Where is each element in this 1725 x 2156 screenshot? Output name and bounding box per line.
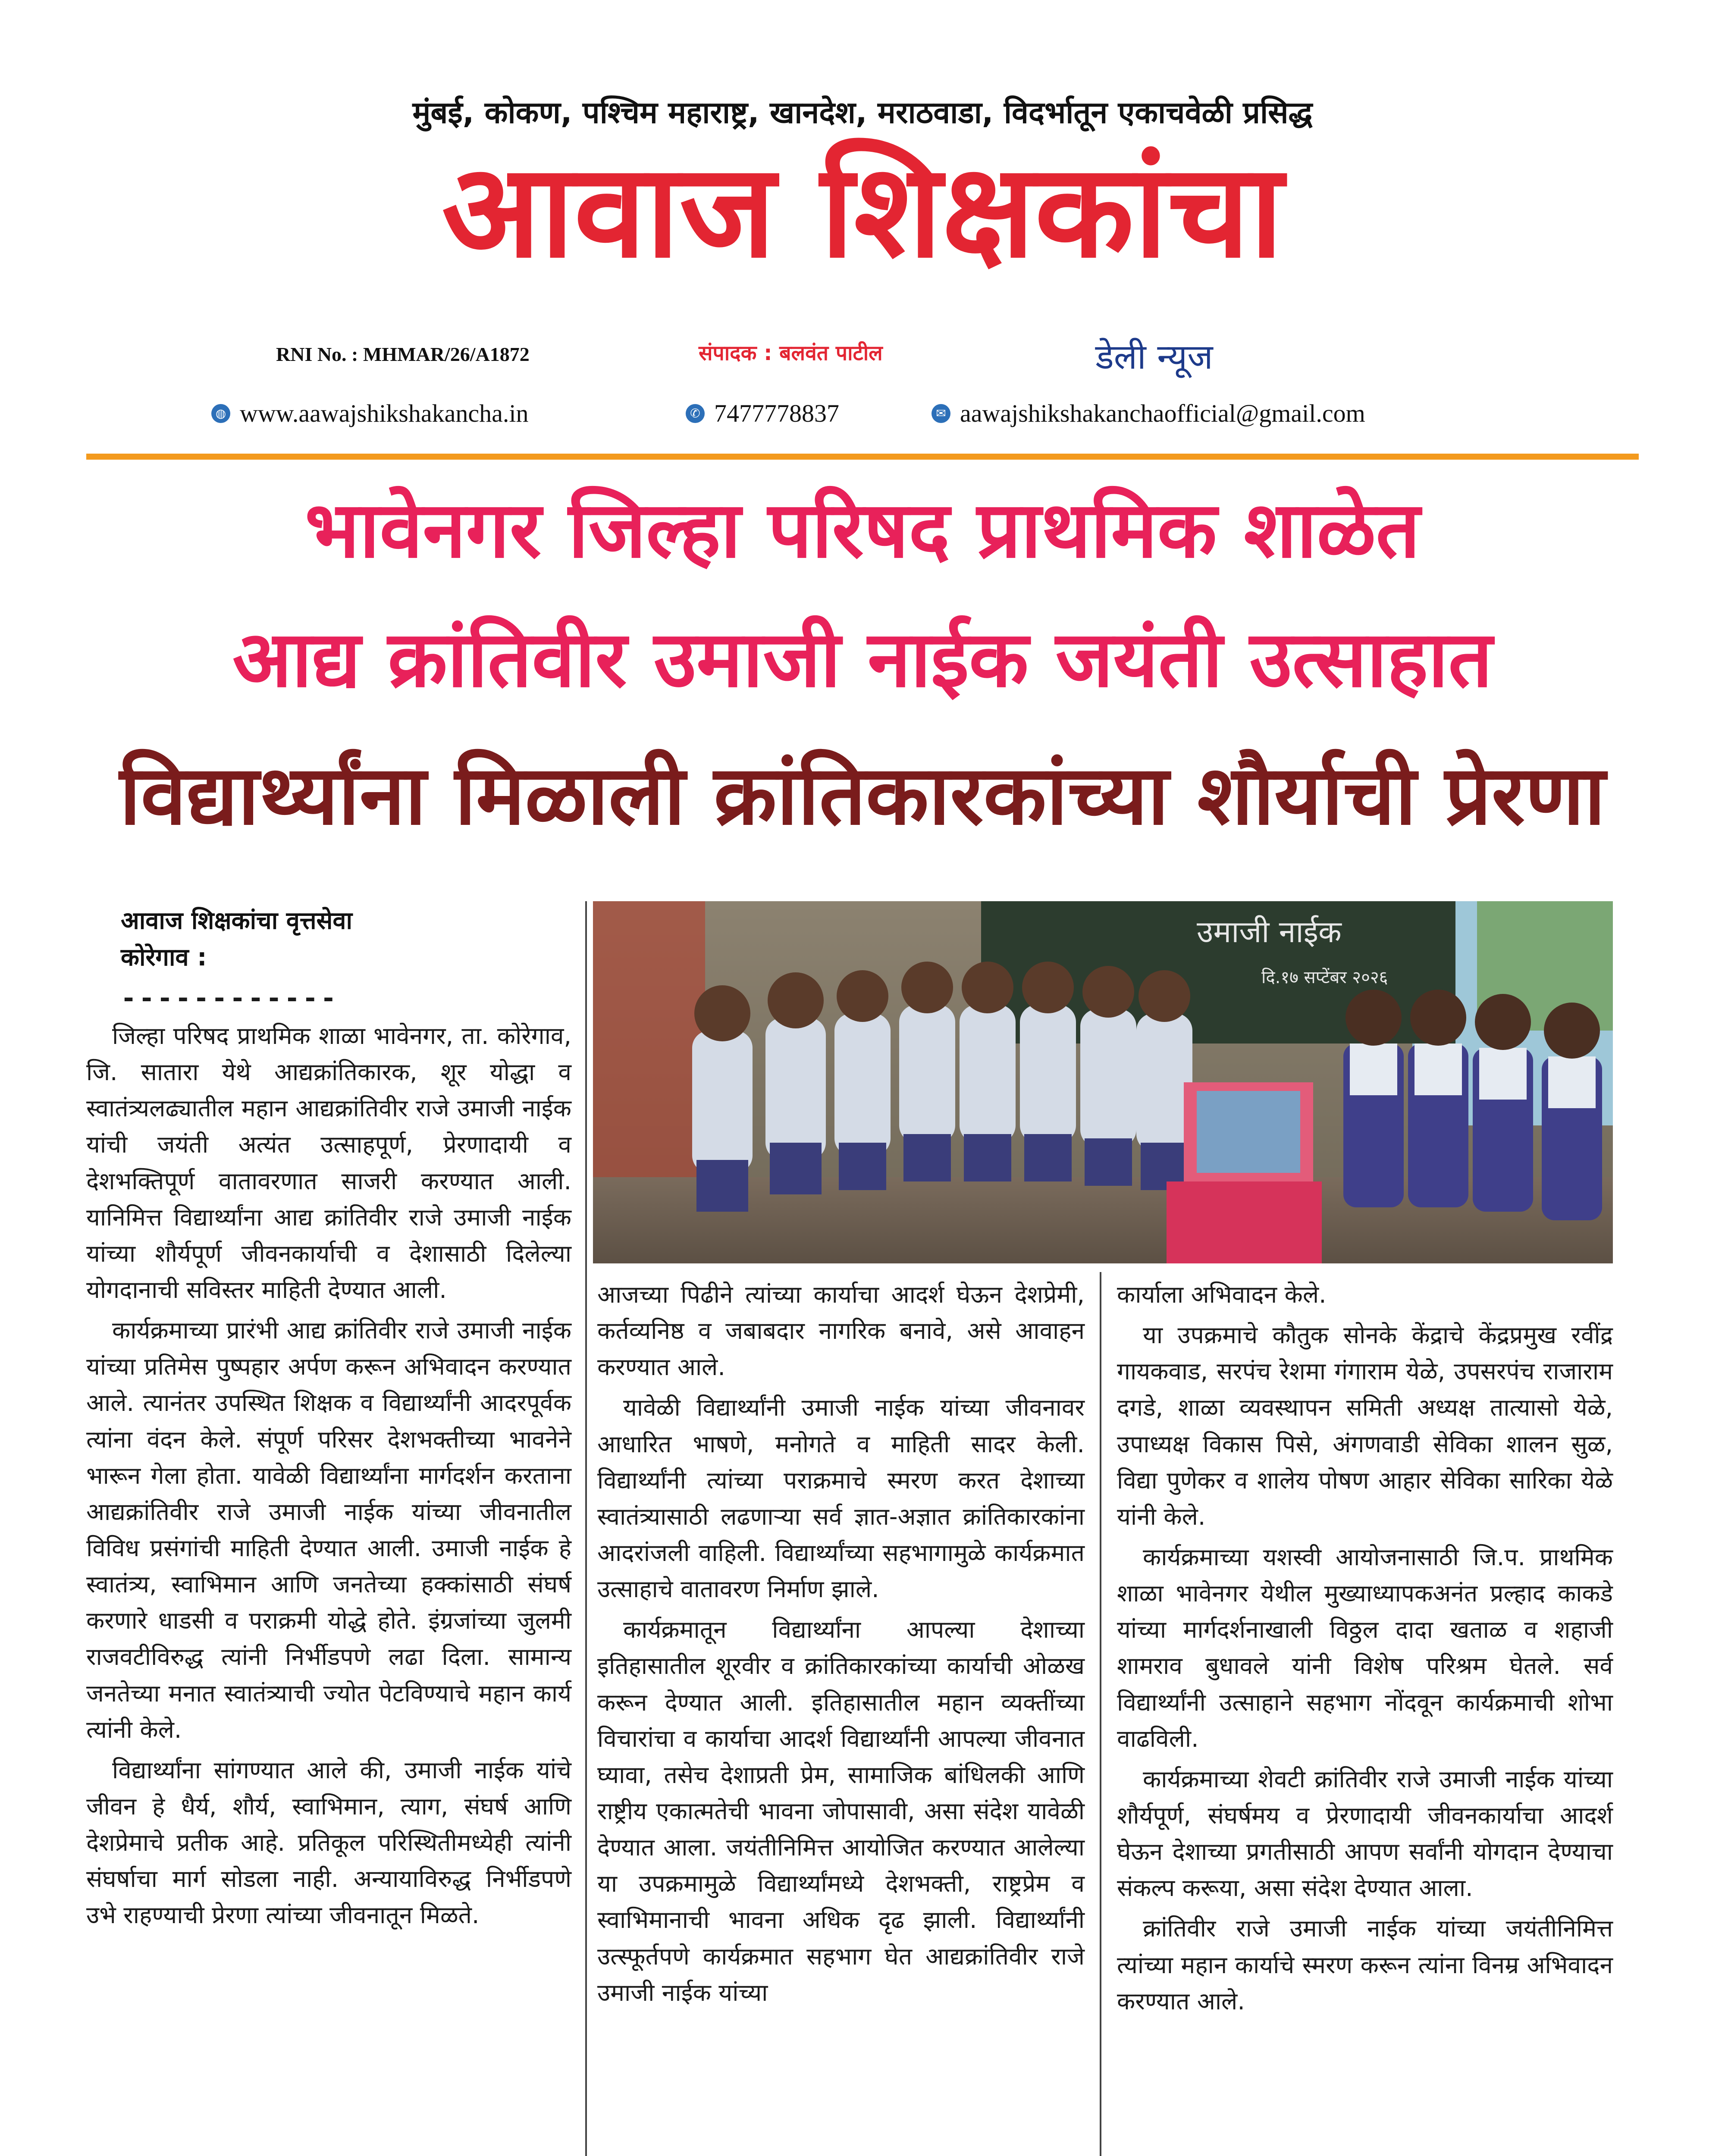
event-photo	[593, 901, 1613, 1263]
col3-paragraph-4: कार्यक्रमाच्या शेवटी क्रांतिवीर राजे उमाजी नाईक यांच्या शौर्यपूर्ण, संघर्षमय व प्रेरणादायी जीवनकार्याचा आदर्श घेऊन देशाच्या प्रगतीसाठी आपण सर्वांनी योगदान देण्याचा संकल्प करूया, असा संदेश देण्यात आला.	[1117, 1765, 1613, 1902]
byline-place: कोरेगाव :	[121, 943, 207, 971]
article-column-3	[1117, 1276, 1613, 2024]
event-photo-illustration	[593, 901, 1613, 1263]
article-column-2	[597, 1276, 1085, 2015]
phone-icon: ✆	[686, 404, 705, 423]
tagline: मुंबई, कोकण, पश्चिम महाराष्ट्र, खानदेश, मराठवाडा, विदर्भातून एकाचवेळी प्रसिद्ध	[412, 95, 1313, 130]
column-divider-1	[585, 901, 587, 2156]
globe-icon: ◍	[211, 404, 230, 423]
byline-dashes: ------------	[121, 983, 339, 1013]
website-link[interactable]: www.aawajshikshakancha.in	[240, 399, 529, 427]
col3-paragraph-2: या उपक्रमाचे कौतुक सोनके केंद्राचे केंद्रप्रमुख रवींद्र गायकवाड, सरपंच रेशमा गंगाराम येळे, उपसरपंच राजाराम दगडे, शाळा व्यवस्थापन समिती अध्यक्ष तात्यासो येळे, उपाध्यक्ष विकास पिसे, अंगणवाडी सेविका शालन सुळ, विद्या पुणेकर व शालेय पोषण आहार सेविका सारिका येळे यांनी केले.	[1117, 1321, 1613, 1530]
masthead-title: आवाज शिक्षकांचा	[442, 136, 1283, 286]
editor-name: संपादक : बलवंत पाटील	[699, 341, 883, 365]
byline-service: आवाज शिक्षकांचा वृत्तसेवा	[121, 907, 353, 935]
mail-icon: ✉	[932, 404, 950, 423]
rni-number: RNI No. : MHMAR/26/A1872	[276, 343, 530, 365]
col2-paragraph-1: आजच्या पिढीने त्यांच्या कार्याचा आदर्श घेऊन देशप्रेमी, कर्तव्यनिष्ठ व जबाबदार नागरिक बनावे, असे आवाहन करण्यात आले.	[597, 1281, 1085, 1381]
col3-paragraph-5: क्रांतिवीर राजे उमाजी नाईक यांच्या जयंतीनिमित्त त्यांच्या महान कार्याचे स्मरण करून त्यांना विनम्र अभिवादन करण्यात आले.	[1117, 1915, 1613, 2015]
col1-paragraph-2: कार्यक्रमाच्या प्रारंभी आद्य क्रांतिवीर राजे उमाजी नाईक यांच्या प्रतिमेस पुष्पहार अर्पण करून अभिवादन करण्यात आले. त्यानंतर उपस्थित शिक्षक व विद्यार्थ्यांनी आदरपूर्वक त्यांना वंदन केले. संपूर्ण परिसर देशभक्तीच्या भावनेने भारून गेला होता. यावेळी विद्यार्थ्यांना मार्गदर्शन करताना आद्यक्रांतिवीर राजे उमाजी नाईक यांच्या जीवनातील विविध प्रसंगांची माहिती देण्यात आली. उमाजी नाईक हे स्वातंत्र्य, स्वाभिमान आणि जनतेच्या हक्कांसाठी संघर्ष करणारे धाडसी व पराक्रमी योद्धे होते. इंग्रजांच्या जुलमी राजवटीविरुद्ध त्यांनी निर्भीडपणे लढा दिला. सामान्य जनतेच्या मनात स्वातंत्र्याची ज्योत पेटविण्याचे महान कार्य त्यांनी केले.	[86, 1316, 571, 1743]
header-divider	[86, 454, 1639, 460]
column-divider-2	[1100, 1272, 1101, 2156]
article-column-1	[86, 1018, 571, 1938]
col2-paragraph-2: यावेळी विद्यार्थ्यांनी उमाजी नाईक यांच्या जीवनावर आधारित भाषणे, मनोगते व माहिती सादर केली. विद्यार्थ्यांनी त्यांच्या पराक्रमाचे स्मरण करत देशाच्या स्वातंत्र्यासाठी लढणाऱ्या सर्व ज्ञात-अज्ञात क्रांतिकारकांना आदरांजली वाहिली. विद्यार्थ्यांच्या सहभागामुळे कार्यक्रमात उत्साहाचे वातावरण निर्माण झाले.	[597, 1394, 1085, 1603]
email-contact[interactable]	[932, 399, 1365, 428]
headline-line-3: विद्यार्थ्यांना मिळाली क्रांतिकारकांच्या शौर्याची प्रेरणा	[119, 748, 1606, 843]
col1-paragraph-3: विद्यार्थ्यांना सांगण्यात आले की, उमाजी नाईक यांचे जीवन हे धैर्य, शौर्य, स्वाभिमान, त्याग, संघर्ष आणि देशप्रेमाचे प्रतीक आहे. प्रतिकूल परिस्थितीमध्येही त्यांनी संघर्षाचा मार्ग सोडला नाही. अन्यायाविरुद्ध निर्भीडपणे उभे राहण्याची प्रेरणा त्यांच्या जीवनातून मिळते.	[86, 1756, 571, 1929]
headline-line-2: आद्य क्रांतिवीर उमाजी नाईक जयंती उत्साहात	[232, 614, 1493, 705]
board-date-text: दि.१७ सप्टेंबर २०२६	[1261, 968, 1388, 987]
phone-contact[interactable]	[686, 399, 839, 428]
daily-news-label: डेली न्यूज	[1095, 337, 1213, 377]
email-address[interactable]: aawajshikshakanchaofficial@gmail.com	[960, 399, 1365, 427]
col3-paragraph-3: कार्यक्रमाच्या यशस्वी आयोजनासाठी जि.प. प्राथमिक शाळा भावेनगर येथील मुख्याध्यापकअनंत प्रल्हाद काकडे यांच्या मार्गदर्शनाखाली विठ्ठल दादा खताळ व शहाजी शामराव बुधावले यांनी विशेष परिश्रम घेतले. सर्व विद्यार्थ्यांनी उत्साहाने सहभाग नोंदवून कार्यक्रमाची शोभा वाढविली.	[1117, 1543, 1613, 1752]
col2-paragraph-3: कार्यक्रमातून विद्यार्थ्यांना आपल्या देशाच्या इतिहासातील शूरवीर व क्रांतिकारकांच्या कार्याची ओळख करून देण्यात आली. इतिहासातील महान व्यक्तींच्या विचारांचा व कार्याचा आदर्श विद्यार्थ्यांनी आपल्या जीवनात घ्यावा, तसेच देशाप्रती प्रेम, सामाजिक बांधिलकी आणि राष्ट्रीय एकात्मतेची भावना जोपासावी, असा संदेश यावेळी देण्यात आला. जयंतीनिमित्त आयोजित करण्यात आलेल्या या उपक्रमामुळे विद्यार्थ्यांमध्ये देशभक्ती, राष्ट्रप्रेम व स्वाभिमानाची भावना अधिक दृढ झाली. विद्यार्थ्यांनी उत्स्फूर्तपणे कार्यक्रमात सहभाग घेत आद्यक्रांतिवीर राजे उमाजी नाईक यांच्या	[597, 1616, 1085, 2006]
phone-number[interactable]: 7477778837	[714, 399, 839, 427]
col3-paragraph-1: कार्याला अभिवादन केले.	[1117, 1281, 1327, 1308]
col1-paragraph-1: जिल्हा परिषद प्राथमिक शाळा भावेनगर, ता. कोरेगाव, जि. सातारा येथे आद्यक्रांतिकारक, शूर योद्धा व स्वातंत्र्यलढ्यातील महान आद्यक्रांतिवीर राजे उमाजी नाईक यांची जयंती अत्यंत उत्साहपूर्ण, प्रेरणादायी व देशभक्तिपूर्ण वातावरणात साजरी करण्यात आली. यानिमित्त विद्यार्थ्यांना आद्य क्रांतिवीर राजे उमाजी नाईक यांच्या शौर्यपूर्ण जीवनकार्याची व देशासाठी दिलेल्या योगदानाची सविस्तर माहिती देण्यात आली.	[86, 1022, 571, 1304]
website-contact[interactable]	[211, 399, 528, 428]
headline-line-1: भावेनगर जिल्हा परिषद प्राथमिक शाळेत	[305, 485, 1420, 575]
board-title-text: उमाजी नाईक	[1197, 914, 1342, 950]
